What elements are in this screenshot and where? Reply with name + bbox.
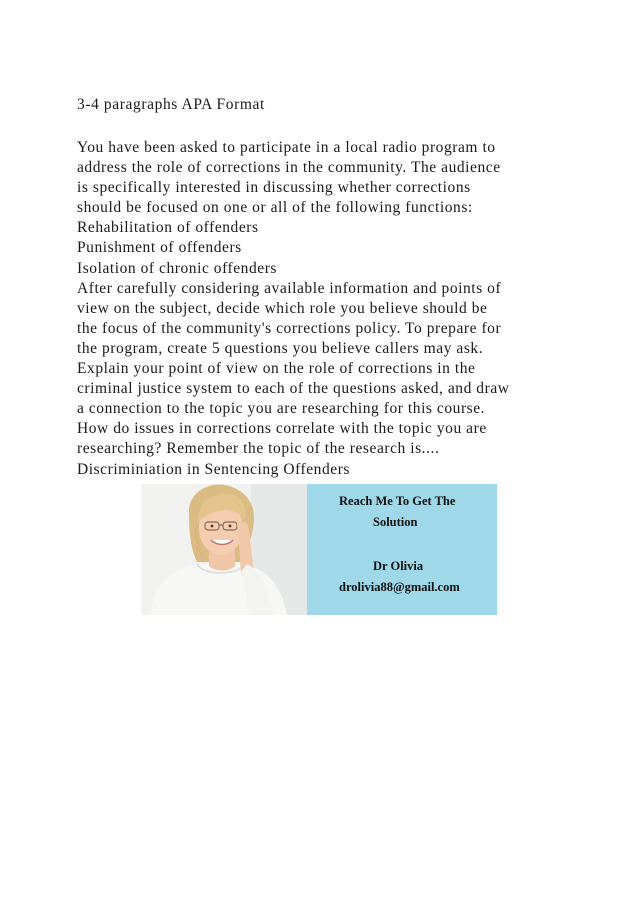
body-line: Explain your point of view on the role of corrections in the xyxy=(77,360,476,378)
body-line: the program, create 5 questions you believe callers may ask. xyxy=(77,339,484,357)
body-line: Discriminiation in Sentencing Offenders xyxy=(77,460,350,478)
body-line: is specifically interested in discussing whether corrections xyxy=(77,179,471,197)
ad-headline: Reach Me To Get The xyxy=(339,494,456,508)
contact-ad-banner xyxy=(141,484,497,615)
body-line: How do issues in corrections correlate with the topic you are xyxy=(77,420,487,438)
assignment-heading: 3-4 paragraphs APA Format xyxy=(77,96,265,113)
body-line: a connection to the topic you are researching for this course. xyxy=(77,400,486,418)
body-line: Rehabilitation of offenders xyxy=(77,219,259,237)
body-line: You have been asked to participate in a local radio program to xyxy=(77,139,496,156)
body-line: view on the subject, decide which role you believe should be xyxy=(77,299,488,317)
body-line: Punishment of offenders xyxy=(77,239,242,257)
body-line: should be focused on one or all of the following functions: xyxy=(77,199,473,217)
ad-contact-email: drolivia88@gmail.com xyxy=(339,580,460,594)
body-line: the focus of the community's corrections policy. To prepare for xyxy=(77,319,502,337)
ad-subheadline: Solution xyxy=(373,515,418,529)
ad-contact-name: Dr Olivia xyxy=(373,559,424,573)
body-line: address the role of corrections in the community. The audience xyxy=(77,159,501,177)
assignment-body xyxy=(77,138,617,480)
contact-panel xyxy=(307,484,497,615)
body-line: Isolation of chronic offenders xyxy=(77,259,278,277)
body-line: researching? Remember the topic of the research is.... xyxy=(77,440,440,458)
woman-photo xyxy=(141,484,307,615)
woman-illustration xyxy=(141,484,307,615)
body-line: After carefully considering available information and points of xyxy=(77,279,502,297)
body-line: criminal justice system to each of the questions asked, and draw xyxy=(77,380,510,398)
